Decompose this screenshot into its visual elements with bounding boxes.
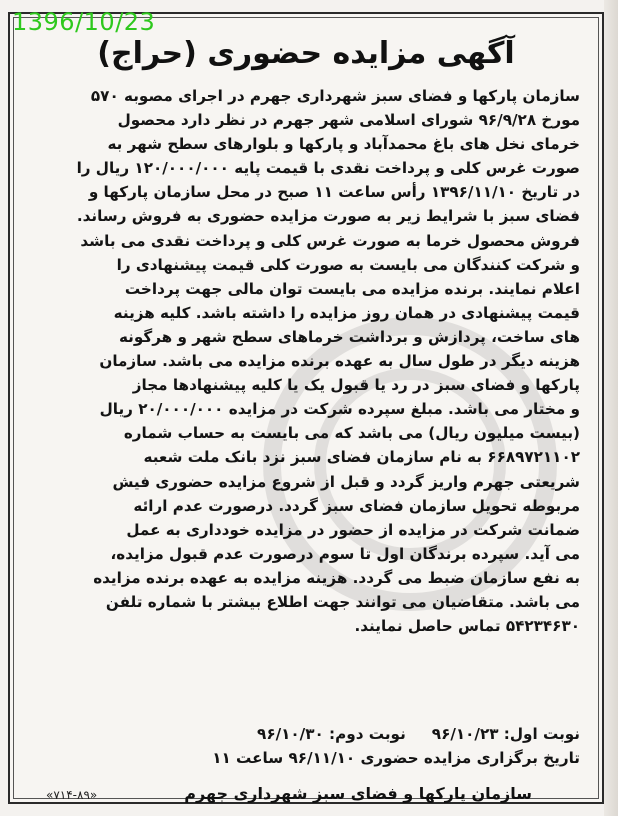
body-line: و شرکت کنندگان می بایست به صورت کلی قیمت پیشنهادی را	[116, 255, 580, 274]
body-line: ۵۴۲۳۴۶۳۰ تماس حاصل نمایند.	[354, 617, 580, 636]
body-line: مورخ ۹۶/۹/۲۸ شورای اسلامی شهر جهرم در نظر دارد محصول	[117, 111, 580, 130]
ad-title: آگهی مزایده حضوری (حراج)	[97, 36, 515, 71]
body-line: در تاریخ ۱۳۹۶/۱۱/۱۰ رأس ساعت ۱۱ صبح در محل سازمان پارکها و	[88, 183, 580, 202]
body-line: و مختار می باشد. مبلغ سپرده شرکت در مزایده ۲۰/۰۰۰/۰۰۰ ریال	[99, 400, 580, 419]
body-line: می آید. سپرده برندگان اول تا سوم درصورت عدم قبول مزایده،	[110, 544, 580, 563]
body-line: قیمت پیشنهادی در همان روز مزایده را داشته باشد. کلیه هزینه	[113, 303, 580, 322]
auction-datetime: تاریخ برگزاری مزایده حضوری ۹۶/۱۱/۱۰ ساعت ۱۱	[212, 749, 580, 767]
body-line: پارکها و فضای سبز در رد یا قبول یک یا کلیه پیشنهادها مجاز	[132, 376, 580, 395]
schedule-block	[32, 722, 580, 770]
signature: سازمان پارکها و فضای سبز شهرداری جهرم	[184, 784, 532, 803]
body-line: خرمای نخل های باغ محمدآباد و پارکها و بلوارهای سطح شهر به	[107, 135, 580, 154]
advertisement-box	[8, 12, 604, 804]
body-line: های ساخت، پردازش و برداشت خرماهای سطح شهر و هرگونه	[118, 327, 580, 346]
body-line: ۶۶۸۹۷۲۱۱۰۲ به نام سازمان فضای سبز نزد بانک ملت شعبه	[143, 448, 580, 467]
body-line: ضمانت شرکت در مزایده از حضور در مزایده خودداری به عمل	[126, 520, 580, 539]
scan-edge	[604, 0, 618, 816]
body-line: فروش محصول خرما به صورت غرس کلی و پرداخت نقدی می باشد	[80, 231, 580, 250]
body-line: سازمان پارکها و فضای سبز شهرداری جهرم در اجرای مصوبه ۵۷۰	[90, 87, 580, 105]
second-turn: نوبت دوم: ۹۶/۱۰/۳۰	[257, 725, 406, 743]
first-turn: نوبت اول: ۹۶/۱۰/۲۳	[431, 725, 580, 743]
body-line: مربوطه تحویل سازمان فضای سبز گردد. درصورت عدم ارائه	[133, 496, 580, 515]
body-line: فضای سبز با شرایط زیر به صورت مزایده حضوری به فروش رساند.	[76, 207, 580, 226]
body-line: می باشد. متقاضیان می توانند جهت اطلاع بیشتر با شماره تلفن	[105, 592, 580, 611]
body-line: هزینه دیگر در طول سال به عهده برنده مزایده می باشد. سازمان	[99, 352, 580, 371]
publish-turns	[32, 722, 580, 746]
body-line: اعلام نمایند. برنده مزایده می بایست توان مالی جهت پرداخت	[124, 279, 580, 298]
body-line: (بیست میلیون ریال) می باشد که می بایست به حساب شماره	[123, 424, 580, 443]
body-line: شریعتی جهرم واریز گردد و قبل از شروع مزایده حضوری فیش	[112, 472, 580, 491]
ad-body	[32, 84, 580, 638]
body-line: به نفع سازمان ضبط می گردد. هزینه مزایده به عهده برنده مزایده	[93, 568, 580, 587]
reference-code: «۷۱۴-۸۹»	[46, 788, 98, 802]
date-stamp: 1396/10/23	[12, 8, 156, 36]
body-line: صورت غرس کلی و پرداخت نقدی با قیمت پایه ۱۲۰/۰۰۰/۰۰۰ ریال را	[76, 159, 580, 178]
